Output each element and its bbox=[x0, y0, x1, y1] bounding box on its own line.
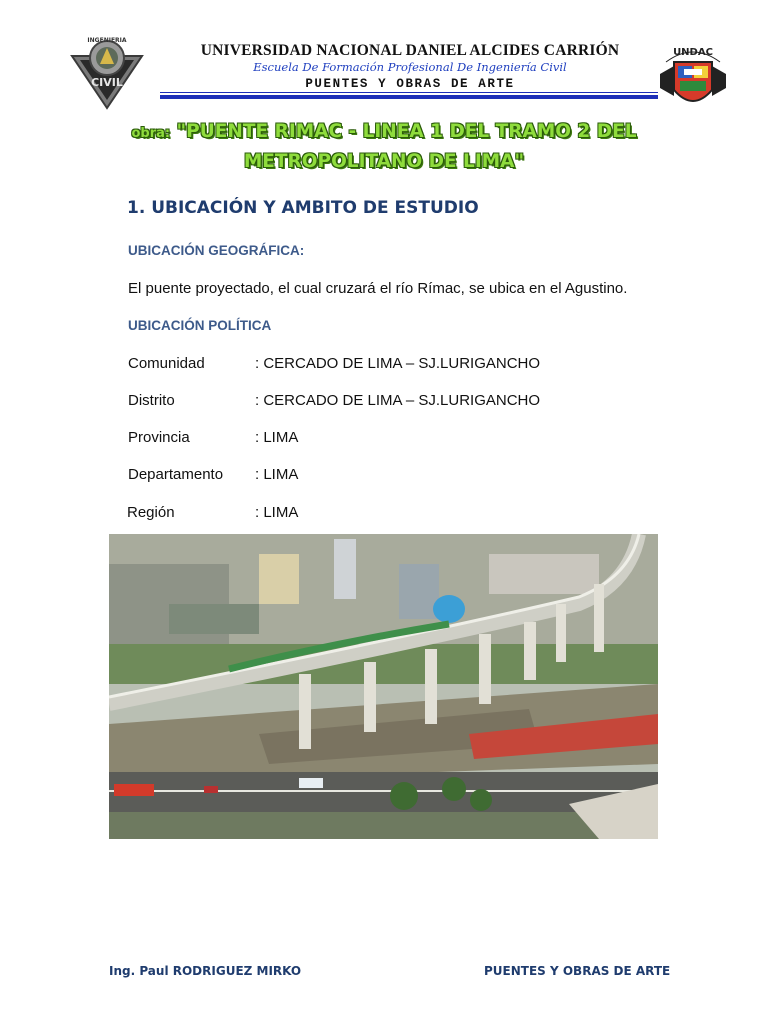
location-row-value: : LIMA bbox=[255, 504, 299, 521]
university-name: UNIVERSIDAD NACIONAL DANIEL ALCIDES CARRIÓN bbox=[200, 42, 620, 59]
school-name: Escuela De Formación Profesional De Ingeniería Civil bbox=[253, 60, 567, 74]
location-row-label: Distrito bbox=[128, 392, 175, 409]
location-row-value: : LIMA bbox=[255, 466, 299, 483]
footer-author: Ing. Paul RODRIGUEZ MIRKO bbox=[109, 964, 302, 978]
location-row-value: : LIMA bbox=[255, 429, 299, 446]
title-line-2: METROPOLITANO DE LIMA" bbox=[243, 151, 525, 172]
location-row-label: Departamento bbox=[128, 466, 224, 483]
crest-text: UNDAC bbox=[673, 47, 713, 58]
logo-top-text: INGENIERIA bbox=[87, 37, 127, 44]
undac-crest-logo bbox=[656, 40, 730, 114]
footer-course: PUENTES Y OBRAS DE ARTE bbox=[484, 964, 671, 978]
location-row-label: Región bbox=[127, 504, 175, 521]
bridge-photo bbox=[109, 534, 658, 839]
geographic-location-heading: UBICACIÓN GEOGRÁFICA: bbox=[128, 243, 305, 258]
location-row-label: Comunidad bbox=[128, 355, 205, 372]
title-line-1 bbox=[100, 118, 668, 148]
section-heading: 1. UBICACIÓN Y AMBITO DE ESTUDIO bbox=[127, 198, 479, 218]
header-rule-thick bbox=[160, 95, 658, 99]
course-name: PUENTES Y OBRAS DE ARTE bbox=[305, 77, 515, 91]
location-row-value: : CERCADO DE LIMA – SJ.LURIGANCHO bbox=[255, 355, 541, 372]
header-rule-thin bbox=[160, 92, 658, 93]
location-row-value: : CERCADO DE LIMA – SJ.LURIGANCHO bbox=[255, 392, 541, 409]
document-title bbox=[100, 118, 668, 176]
political-location-heading: UBICACIÓN POLÍTICA bbox=[128, 318, 272, 333]
title-prefix: obra: bbox=[131, 126, 171, 141]
geographic-location-text: El puente proyectado, el cual cruzará el río Rímac, se ubica en el Agustino. bbox=[128, 280, 628, 297]
civil-engineering-logo bbox=[66, 34, 148, 110]
title-line-1-text: "PUENTE RIMAC - LINEA 1 DEL TRAMO 2 DEL bbox=[176, 121, 637, 142]
location-row-label: Provincia bbox=[128, 429, 190, 446]
logo-bottom-text: CIVIL bbox=[91, 76, 123, 89]
